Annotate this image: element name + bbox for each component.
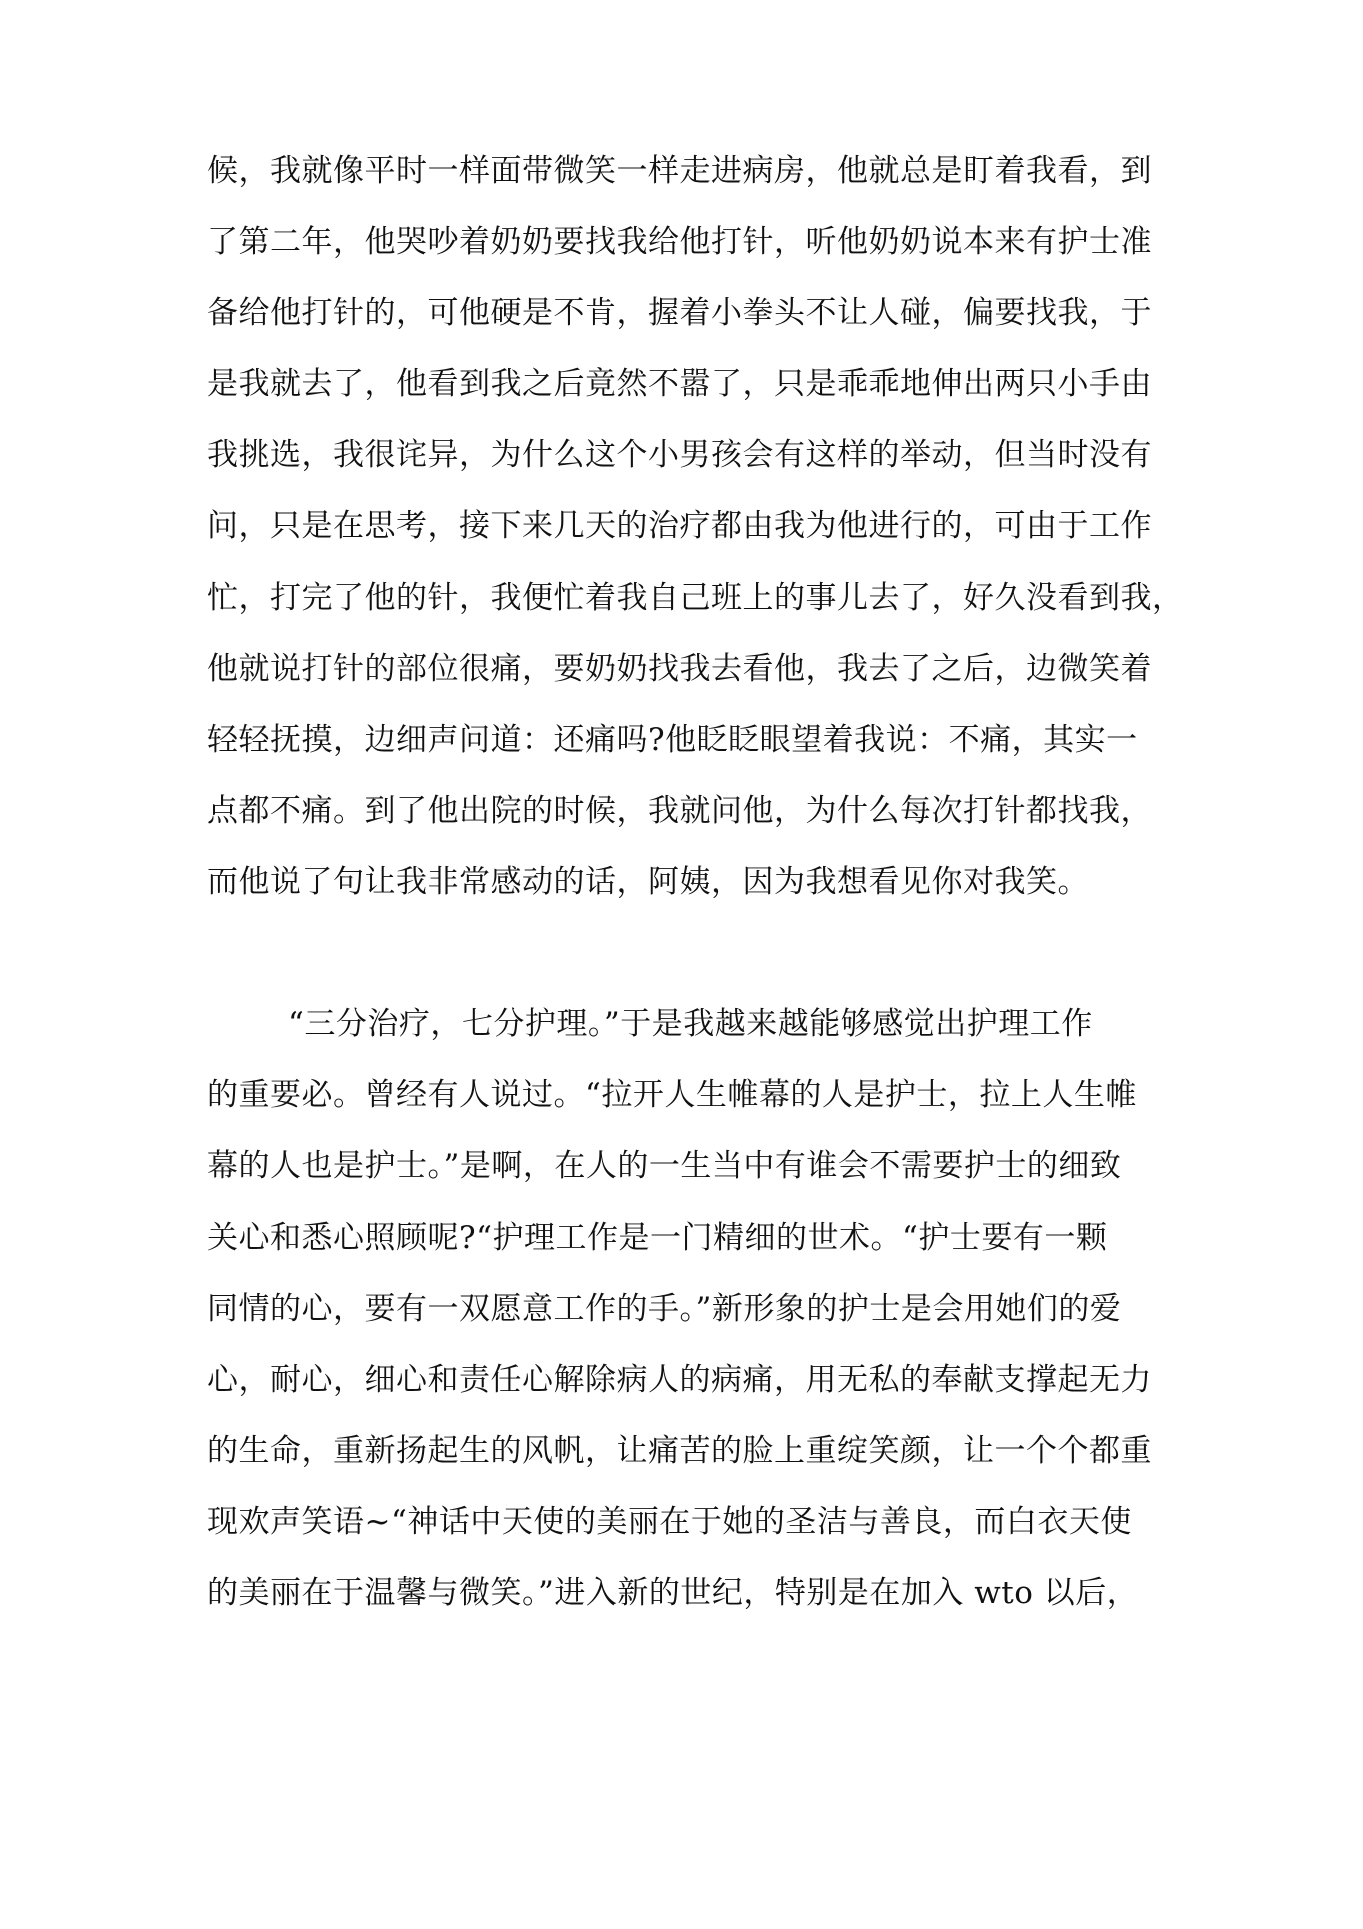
- paragraph-1-line-8: 他就说打针的部位很痛，要奶奶找我去看他，我去了之后，边微笑着: [207, 651, 1152, 687]
- paragraph-2-line-4: 关心和悉心照顾呢?“护理工作是一门精细的世术。“护士要有一颗: [207, 1220, 1108, 1256]
- paragraph-2-line-3: 幕的人也是护士。”是啊，在人的一生当中有谁会不需要护士的细致: [207, 1148, 1122, 1184]
- paragraph-1-line-11: 而他说了句让我非常感动的话，阿姨，因为我想看见你对我笑。: [207, 864, 1089, 900]
- paragraph-2-line-6: 心，耐心，细心和责任心解除病人的病痛，用无私的奉献支撑起无力: [207, 1362, 1152, 1398]
- paragraph-1-line-7: 忙，打完了他的针，我便忙着我自己班上的事儿去了，好久没看到我，: [207, 580, 1184, 616]
- paragraph-1-line-3: 备给他打针的，可他硬是不肯，握着小拳头不让人碰，偏要找我，于: [207, 295, 1152, 331]
- paragraph-1-line-2: 了第二年，他哭吵着奶奶要找我给他打针，听他奶奶说本来有护士准: [207, 224, 1152, 260]
- paragraph-1-line-5: 我挑选，我很诧异，为什么这个小男孩会有这样的举动，但当时没有: [207, 437, 1152, 473]
- paragraph-2-line-5: 同情的心，要有一双愿意工作的手。”新形象的护士是会用她们的爱: [207, 1291, 1122, 1327]
- paragraph-1-line-1: 候，我就像平时一样面带微笑一样走进病房，他就总是盯着我看，到: [207, 153, 1152, 189]
- paragraph-1-line-9: 轻轻抚摸，边细声问道：还痛吗?他眨眨眼望着我说：不痛，其实一: [207, 722, 1138, 758]
- paragraph-2-line-9: 的美丽在于温馨与微笑。”进入新的世纪，特别是在加入 wto 以后，: [207, 1575, 1139, 1611]
- paragraph-2-line-1: “三分治疗，七分护理。”于是我越来越能够感觉出护理工作: [288, 1006, 1093, 1042]
- paragraph-2-line-7: 的生命，重新扬起生的风帆，让痛苦的脸上重绽笑颜，让一个个都重: [207, 1433, 1152, 1469]
- paragraph-1-line-10: 点都不痛。到了他出院的时候，我就问他，为什么每次打针都找我，: [207, 793, 1152, 829]
- paragraph-1-line-4: 是我就去了，他看到我之后竟然不嚣了，只是乖乖地伸出两只小手由: [207, 366, 1152, 402]
- paragraph-2-line-2: 的重要必。曾经有人说过。“拉开人生帷幕的人是护士，拉上人生帷: [207, 1077, 1137, 1113]
- paragraph-1-line-6: 问，只是在思考，接下来几天的治疗都由我为他进行的，可由于工作: [207, 508, 1152, 544]
- paragraph-2-line-8: 现欢声笑语~“神话中天使的美丽在于她的圣洁与善良，而白衣天使: [207, 1504, 1132, 1540]
